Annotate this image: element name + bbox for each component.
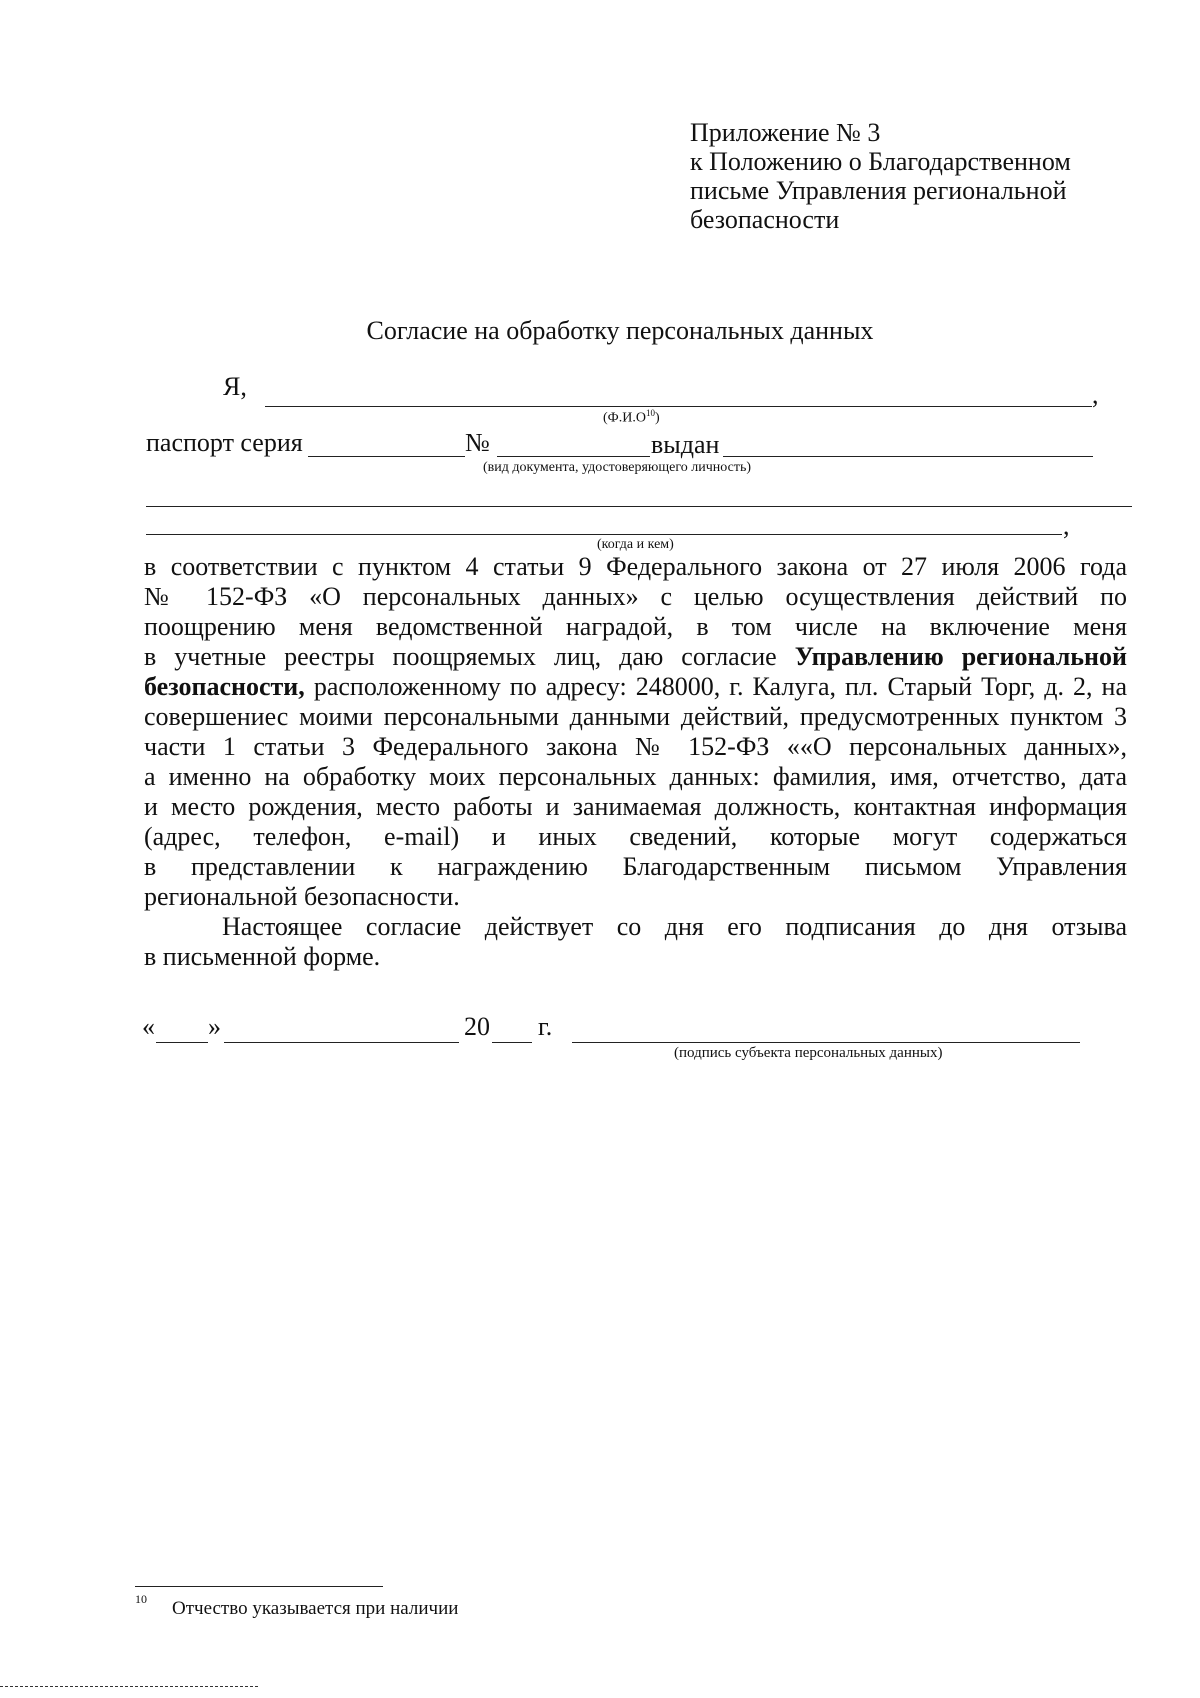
org-name-bold: безопасности,: [144, 672, 305, 701]
scan-edge-line: [0, 1686, 258, 1687]
ya-label: Я,: [223, 372, 247, 401]
fio-comma: ,: [1092, 380, 1099, 409]
doc-caption: (вид документа, удостоверяющего личность): [483, 460, 752, 475]
date-open-quote: «: [142, 1012, 155, 1041]
appendix-header: [690, 118, 1071, 234]
appendix-line-1: Приложение № 3: [690, 118, 881, 147]
signature-caption: (подпись субъекта персональных данных): [674, 1045, 943, 1061]
body-line: в письменной форме.: [144, 942, 381, 971]
consent-body: [144, 552, 1127, 972]
body-line: в соответствии с пунктом 4 статьи 9 Федерального закона от 27 июля 2006 года: [144, 552, 1127, 581]
body-line: в учетные реестры поощряемых лиц, даю согласие Управлению региональной: [144, 642, 1127, 671]
footnote-number: 10: [135, 1592, 147, 1606]
issued-by-line-2[interactable]: [146, 534, 1062, 535]
passport-series-label: паспорт серия: [146, 428, 303, 457]
year-prefix: 20: [464, 1012, 490, 1041]
fio-caption: $(Ф.И.О^{10})$: [603, 408, 660, 426]
body-line: совершениес моими персональными данными действий, предусмотренных пунктом 3: [144, 702, 1127, 731]
passport-number-label: №: [465, 428, 490, 457]
when-caption: (когда и кем): [597, 537, 674, 552]
footnote-separator: [135, 1586, 383, 1587]
body-line: поощрению меня ведомственной наградой, в том числе на включение меня: [144, 612, 1127, 641]
document-title: Согласие на обработку персональных данных: [366, 316, 874, 345]
body-line: Настоящее согласие действует со дня его подписания до дня отзыва: [222, 912, 1127, 941]
body-line: (адрес, телефон, e-mail) и иных сведений, которые могут содержаться: [144, 822, 1127, 851]
year-suffix: г.: [538, 1012, 553, 1041]
org-name-bold: Управлению региональной: [794, 642, 1127, 671]
date-close-quote: »: [208, 1012, 221, 1041]
date-month-field[interactable]: [224, 1042, 459, 1043]
issued-by-line-1[interactable]: [146, 506, 1132, 507]
body-line: региональной безопасности.: [144, 882, 460, 911]
issued-field[interactable]: [723, 456, 1093, 457]
body-line: в представлении к награждению Благодарственным письмом Управления: [144, 852, 1127, 881]
body-line: № 152-ФЗ «О персональных данных» с целью осуществления действий по: [144, 582, 1127, 611]
issued-by-comma: ,: [1063, 511, 1070, 540]
appendix-line-3: письме Управления региональной: [690, 176, 1067, 205]
date-year-field[interactable]: [492, 1042, 532, 1043]
appendix-line-2: к Положению о Благодарственном: [690, 147, 1071, 176]
date-day-field[interactable]: [156, 1042, 208, 1043]
body-line: безопасности, расположенному по адресу: 248000, г. Калуга, пл. Старый Торг, д. 2, на: [144, 672, 1127, 701]
issued-label: выдан: [651, 430, 720, 459]
fio-field[interactable]: [265, 406, 1092, 407]
passport-number-field[interactable]: [497, 456, 650, 457]
body-line: части 1 статьи 3 Федерального закона № 152-ФЗ ««О персональных данных»,: [144, 732, 1127, 761]
footnote-text: Отчество указывается при наличии: [172, 1598, 459, 1619]
signature-field[interactable]: [572, 1042, 1080, 1043]
passport-series-field[interactable]: [308, 456, 465, 457]
appendix-line-4: безопасности: [690, 205, 840, 234]
body-line: и место рождения, место работы и занимаемая должность, контактная информация: [144, 792, 1127, 821]
body-line: а именно на обработку моих персональных данных: фамилия, имя, отчетство, дата: [144, 762, 1127, 791]
